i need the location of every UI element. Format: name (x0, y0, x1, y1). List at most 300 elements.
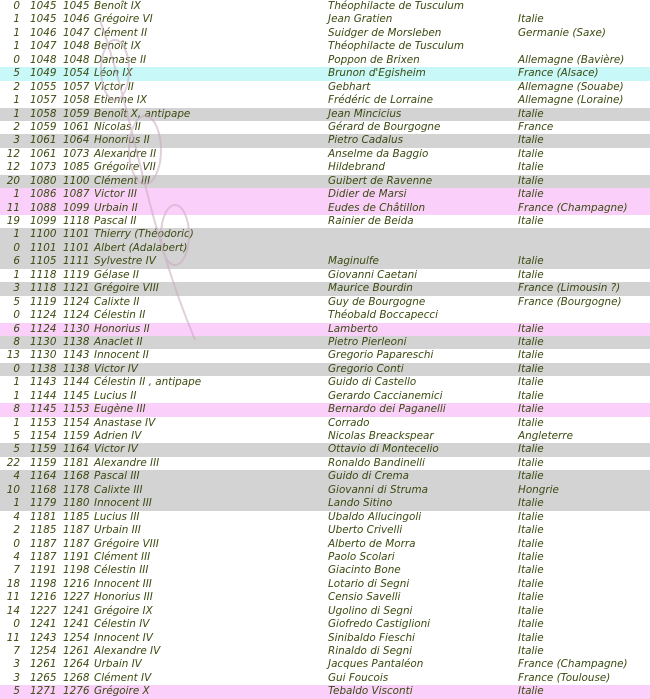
table-row (0, 443, 650, 456)
origin: France (518, 120, 554, 133)
birth-name: Maurice Bourdin (328, 282, 413, 295)
pope-name: Pascal II (94, 215, 137, 227)
origin: Italie (518, 13, 544, 26)
pope-name: Etienne IX (94, 94, 147, 107)
start-year: 1080 (30, 174, 57, 187)
origin: Allemagne (Souabe) (518, 80, 624, 93)
birth-name: Gebhart (328, 80, 371, 93)
birth-name: Giofredo Castiglioni (328, 618, 431, 631)
table-row (0, 403, 650, 416)
end-year: 1276 (63, 685, 90, 698)
reign-years: 3 (13, 282, 20, 295)
reign-years: 0 (13, 309, 20, 322)
end-year: 1268 (63, 671, 90, 684)
reign-years: 1 (13, 188, 20, 201)
reign-years: 22 (6, 456, 20, 469)
reign-years: 5 (13, 685, 20, 698)
birth-name: Ronaldo Bandinelli (328, 456, 425, 469)
reign-years: 19 (6, 215, 20, 227)
birth-name: Nicolas Breackspear (328, 430, 434, 442)
start-year: 1138 (30, 362, 57, 375)
origin: Italie (518, 335, 544, 348)
pope-name: Célestin III (94, 564, 149, 577)
start-year: 1145 (30, 403, 57, 416)
pope-name: Benoît X, antipape (94, 107, 191, 120)
start-year: 1118 (30, 282, 57, 295)
birth-name: Bernardo dei Paganelli (328, 403, 446, 416)
origin: Italie (518, 147, 544, 160)
table-row (0, 578, 650, 591)
reign-years: 12 (6, 161, 20, 174)
reign-years: 1 (13, 26, 20, 39)
start-year: 1073 (30, 161, 57, 174)
pope-name: Victor II (94, 80, 134, 93)
reign-years: 0 (13, 241, 20, 254)
start-year: 1124 (30, 309, 57, 322)
table-row (0, 645, 650, 658)
origin: Italie (518, 255, 544, 268)
end-year: 1111 (63, 255, 90, 268)
reign-years: 3 (13, 658, 20, 671)
birth-name: Didier de Marsi (328, 188, 407, 201)
end-year: 1159 (63, 430, 90, 442)
birth-name: Jean Gratien (328, 13, 393, 26)
origin: Italie (518, 456, 544, 469)
table-row (0, 323, 650, 336)
birth-name: Ubaldo Allucingoli (328, 510, 422, 523)
birth-name: Alberto de Morra (328, 537, 416, 550)
pope-name: Léon IX (94, 67, 133, 80)
reign-years: 0 (13, 53, 20, 66)
birth-name: Gregorio Conti (328, 362, 404, 375)
pope-name: Clément III (94, 550, 151, 563)
origin: Germanie (Saxe) (518, 26, 606, 39)
birth-name: Suidger de Morsleben (328, 26, 442, 39)
pope-name: Honorius II (94, 322, 150, 335)
reign-years: 11 (6, 631, 20, 644)
birth-name: Lando Sitino (328, 497, 393, 510)
start-year: 1261 (30, 658, 57, 671)
table-row (0, 121, 650, 134)
pope-name: Gélase II (94, 268, 139, 281)
reign-years: 7 (13, 645, 20, 657)
end-year: 1057 (63, 80, 90, 93)
origin: Italie (518, 645, 544, 657)
table-row (0, 108, 650, 121)
end-year: 1048 (63, 53, 90, 66)
birth-name: Pietro Pierleoni (328, 335, 407, 348)
table-row (0, 376, 650, 389)
start-year: 1047 (30, 40, 57, 53)
origin: Italie (518, 537, 544, 550)
end-year: 1178 (63, 483, 90, 496)
origin: France (Alsace) (518, 67, 599, 80)
origin: Italie (518, 389, 544, 402)
reign-years: 1 (13, 228, 20, 241)
birth-name: Gerardo Caccianemici (328, 389, 443, 402)
start-year: 1055 (30, 80, 57, 93)
origin: Italie (518, 497, 544, 510)
birth-name: Gui Foucois (328, 671, 389, 684)
start-year: 1265 (30, 671, 57, 684)
birth-name: Anselme da Baggio (328, 147, 429, 160)
origin: Italie (518, 416, 544, 429)
start-year: 1154 (30, 430, 57, 442)
end-year: 1101 (63, 228, 90, 241)
reign-years: 11 (6, 201, 20, 214)
birth-name: Eudes de Châtillon (328, 201, 426, 214)
end-year: 1124 (63, 309, 90, 322)
reign-years: 4 (13, 510, 20, 523)
start-year: 1046 (30, 26, 57, 39)
pope-name: Pascal III (94, 470, 140, 483)
reign-years: 0 (13, 0, 20, 12)
end-year: 1054 (63, 67, 90, 80)
pope-name: Célestin II , antipape (94, 376, 202, 389)
start-year: 1061 (30, 147, 57, 160)
pope-name: Albert (Adalabert) (94, 241, 188, 254)
pope-name: Alexandre II (94, 147, 157, 160)
reign-years: 20 (6, 174, 20, 187)
reign-years: 7 (13, 564, 20, 577)
birth-name: Poppon de Brixen (328, 53, 420, 66)
birth-name: Lamberto (328, 322, 378, 335)
birth-name: Pietro Cadalus (328, 134, 404, 147)
birth-name: Rinaldo di Segni (328, 645, 413, 657)
origin: France (Toulouse) (518, 671, 611, 684)
start-year: 1101 (30, 241, 57, 254)
table-row (0, 255, 650, 268)
reign-years: 1 (13, 389, 20, 402)
reign-years: 5 (13, 295, 20, 308)
reign-years: 1 (13, 268, 20, 281)
end-year: 1261 (63, 645, 90, 657)
end-year: 1185 (63, 510, 90, 523)
origin: Italie (518, 349, 544, 362)
start-year: 1187 (30, 537, 57, 550)
end-year: 1119 (63, 268, 90, 281)
start-year: 1105 (30, 255, 57, 268)
pope-name: Eugène III (94, 403, 146, 416)
pope-name: Clément III (94, 174, 151, 187)
start-year: 1243 (30, 631, 57, 644)
origin: Italie (518, 376, 544, 389)
origin: Italie (518, 524, 544, 537)
table-row (0, 430, 650, 443)
reign-years: 4 (13, 470, 20, 483)
reign-years: 1 (13, 94, 20, 107)
birth-name: Lotario di Segni (328, 577, 410, 590)
pope-name: Alexandre IV (94, 645, 161, 657)
reign-years: 1 (13, 107, 20, 120)
end-year: 1154 (63, 416, 90, 429)
end-year: 1058 (63, 94, 90, 107)
pope-name: Sylvestre IV (94, 255, 156, 268)
pope-name: Innocent III (94, 497, 152, 510)
start-year: 1048 (30, 53, 57, 66)
pope-name: Victor IV (94, 362, 138, 375)
pope-name: Alexandre III (94, 456, 160, 469)
end-year: 1241 (63, 618, 90, 631)
end-year: 1059 (63, 107, 90, 120)
birth-name: Giacinto Bone (328, 564, 401, 577)
start-year: 1271 (30, 685, 57, 698)
origin: Italie (518, 631, 544, 644)
pope-name: Célestin IV (94, 618, 150, 631)
reign-years: 1 (13, 40, 20, 53)
reign-years: 0 (13, 537, 20, 550)
origin: France (Bourgogne) (518, 295, 622, 308)
table-row (0, 269, 650, 282)
pope-name: Honorius II (94, 134, 150, 147)
origin: Allemagne (Bavière) (518, 53, 625, 66)
end-year: 1130 (63, 322, 90, 335)
birth-name: Giovanni Caetani (328, 268, 418, 281)
origin: France (Champagne) (518, 201, 628, 214)
birth-name: Brunon d'Egisheim (328, 67, 426, 80)
reign-years: 5 (13, 67, 20, 80)
birth-name: Paolo Scolari (328, 550, 395, 563)
origin: Italie (518, 268, 544, 281)
table-row (0, 672, 650, 685)
pope-name: Honorius III (94, 591, 153, 604)
start-year: 1088 (30, 201, 57, 214)
end-year: 1241 (63, 604, 90, 617)
start-year: 1049 (30, 67, 57, 80)
reign-years: 2 (13, 80, 20, 93)
pope-name: Lucius III (94, 510, 140, 523)
table-row (0, 309, 650, 322)
reign-years: 5 (13, 430, 20, 442)
end-year: 1087 (63, 188, 90, 201)
origin: Italie (518, 107, 544, 120)
end-year: 1045 (63, 0, 90, 12)
reign-years: 3 (13, 671, 20, 684)
reign-years: 12 (6, 147, 20, 160)
end-year: 1064 (63, 134, 90, 147)
table-row (0, 202, 650, 215)
end-year: 1180 (63, 497, 90, 510)
table-row (0, 228, 650, 241)
reign-years: 18 (6, 577, 20, 590)
start-year: 1130 (30, 349, 57, 362)
reign-years: 1 (13, 13, 20, 26)
start-year: 1119 (30, 295, 57, 308)
start-year: 1045 (30, 0, 57, 12)
origin: Italie (518, 134, 544, 147)
end-year: 1138 (63, 362, 90, 375)
table-row (0, 0, 650, 13)
end-year: 1264 (63, 658, 90, 671)
origin: Italie (518, 322, 544, 335)
reign-years: 3 (13, 134, 20, 147)
origin: Italie (518, 591, 544, 604)
origin: France (Champagne) (518, 658, 628, 671)
reign-years: 13 (6, 349, 20, 362)
reign-years: 4 (13, 550, 20, 563)
table-row (0, 363, 650, 376)
end-year: 1061 (63, 120, 90, 133)
pope-name: Innocent II (94, 349, 149, 362)
birth-name: Gregorio Papareschi (328, 349, 434, 362)
table-row (0, 27, 650, 40)
table-row (0, 497, 650, 510)
end-year: 1216 (63, 577, 90, 590)
table-row (0, 67, 650, 80)
end-year: 1187 (63, 524, 90, 537)
end-year: 1121 (63, 282, 90, 295)
origin: Italie (518, 443, 544, 456)
table-row (0, 54, 650, 67)
origin: Italie (518, 685, 544, 698)
table-row (0, 551, 650, 564)
start-year: 1185 (30, 524, 57, 537)
table-row (0, 296, 650, 309)
table-row (0, 134, 650, 147)
origin: Hongrie (518, 483, 559, 496)
pope-name: Victor III (94, 188, 137, 201)
birth-name: Ottavio di Montecelio (328, 443, 439, 456)
birth-name: Gérard de Bourgogne (328, 120, 441, 133)
start-year: 1227 (30, 604, 57, 617)
start-year: 1168 (30, 483, 57, 496)
reign-years: 10 (6, 483, 20, 496)
end-year: 1198 (63, 564, 90, 577)
end-year: 1227 (63, 591, 90, 604)
table-row (0, 81, 650, 94)
birth-name: Guido di Crema (328, 470, 409, 483)
table-row (0, 175, 650, 188)
pope-name: Anastase IV (94, 416, 156, 429)
start-year: 1153 (30, 416, 57, 429)
origin: Allemagne (Loraine) (518, 94, 624, 107)
birth-name: Maginulfe (328, 255, 379, 268)
birth-name: Uberto Crivelli (328, 524, 403, 537)
start-year: 1143 (30, 376, 57, 389)
pope-name: Calixte III (94, 483, 143, 496)
birth-name: Hildebrand (328, 161, 385, 174)
origin: Italie (518, 510, 544, 523)
table-row (0, 390, 650, 403)
origin: Italie (518, 470, 544, 483)
end-year: 1144 (63, 376, 90, 389)
origin: Italie (518, 550, 544, 563)
birth-name: Jacques Pantaléon (328, 658, 424, 671)
birth-name: Tebaldo Visconti (328, 685, 413, 698)
start-year: 1045 (30, 13, 57, 26)
pope-name: Benoît IX (94, 0, 141, 12)
origin: Italie (518, 604, 544, 617)
origin: Italie (518, 618, 544, 631)
end-year: 1046 (63, 13, 90, 26)
pope-name: Clément IV (94, 671, 152, 684)
reign-years: 6 (13, 322, 20, 335)
start-year: 1059 (30, 120, 57, 133)
end-year: 1047 (63, 26, 90, 39)
start-year: 1216 (30, 591, 57, 604)
start-year: 1058 (30, 107, 57, 120)
pope-name: Calixte II (94, 295, 140, 308)
end-year: 1073 (63, 147, 90, 160)
pope-name: Grégoire X (94, 685, 150, 698)
reign-years: 0 (13, 362, 20, 375)
birth-name: Ugolino di Segni (328, 604, 413, 617)
start-year: 1179 (30, 497, 57, 510)
end-year: 1153 (63, 403, 90, 416)
birth-name: Jean Mincicius (328, 107, 402, 120)
origin: Italie (518, 174, 544, 187)
table-row (0, 282, 650, 295)
table-row (0, 349, 650, 362)
end-year: 1101 (63, 241, 90, 254)
table-row (0, 511, 650, 524)
table-row (0, 658, 650, 671)
birth-name: Guido di Castello (328, 376, 417, 389)
start-year: 1254 (30, 645, 57, 657)
start-year: 1118 (30, 268, 57, 281)
end-year: 1143 (63, 349, 90, 362)
table-row (0, 632, 650, 645)
start-year: 1099 (30, 215, 57, 227)
pope-name: Urbain III (94, 524, 141, 537)
table-row (0, 242, 650, 255)
end-year: 1048 (63, 40, 90, 53)
birth-name: Giovanni di Struma (328, 483, 428, 496)
table-row (0, 618, 650, 631)
birth-name: Théophilacte de Tusculum (328, 40, 464, 53)
table-row (0, 161, 650, 174)
pope-name: Nicolas II (94, 120, 141, 133)
table-row (0, 538, 650, 551)
start-year: 1159 (30, 443, 57, 456)
start-year: 1086 (30, 188, 57, 201)
table-row (0, 94, 650, 107)
pope-name: Anaclet II (94, 335, 143, 348)
origin: Italie (518, 215, 544, 227)
origin: Italie (518, 577, 544, 590)
start-year: 1159 (30, 456, 57, 469)
table-row (0, 524, 650, 537)
table-row (0, 417, 650, 430)
birth-name: Rainier de Beida (328, 215, 414, 227)
pope-name: Grégoire VI (94, 13, 153, 26)
origin: Italie (518, 188, 544, 201)
start-year: 1181 (30, 510, 57, 523)
table-row (0, 148, 650, 161)
origin: Italie (518, 362, 544, 375)
start-year: 1187 (30, 550, 57, 563)
pope-name: Urbain II (94, 201, 138, 214)
end-year: 1181 (63, 456, 90, 469)
start-year: 1198 (30, 577, 57, 590)
birth-name: Guibert de Ravenne (328, 174, 433, 187)
start-year: 1144 (30, 389, 57, 402)
end-year: 1085 (63, 161, 90, 174)
pope-name: Innocent III (94, 577, 152, 590)
table-row (0, 457, 650, 470)
pope-name: Thierry (Théodoric) (94, 228, 194, 241)
table-row (0, 188, 650, 201)
table-row (0, 336, 650, 349)
table-row (0, 215, 650, 228)
table-row (0, 605, 650, 618)
reign-years: 2 (13, 524, 20, 537)
reign-years: 5 (13, 443, 20, 456)
end-year: 1168 (63, 470, 90, 483)
reign-years: 11 (6, 591, 20, 604)
reign-years: 8 (13, 335, 20, 348)
start-year: 1061 (30, 134, 57, 147)
